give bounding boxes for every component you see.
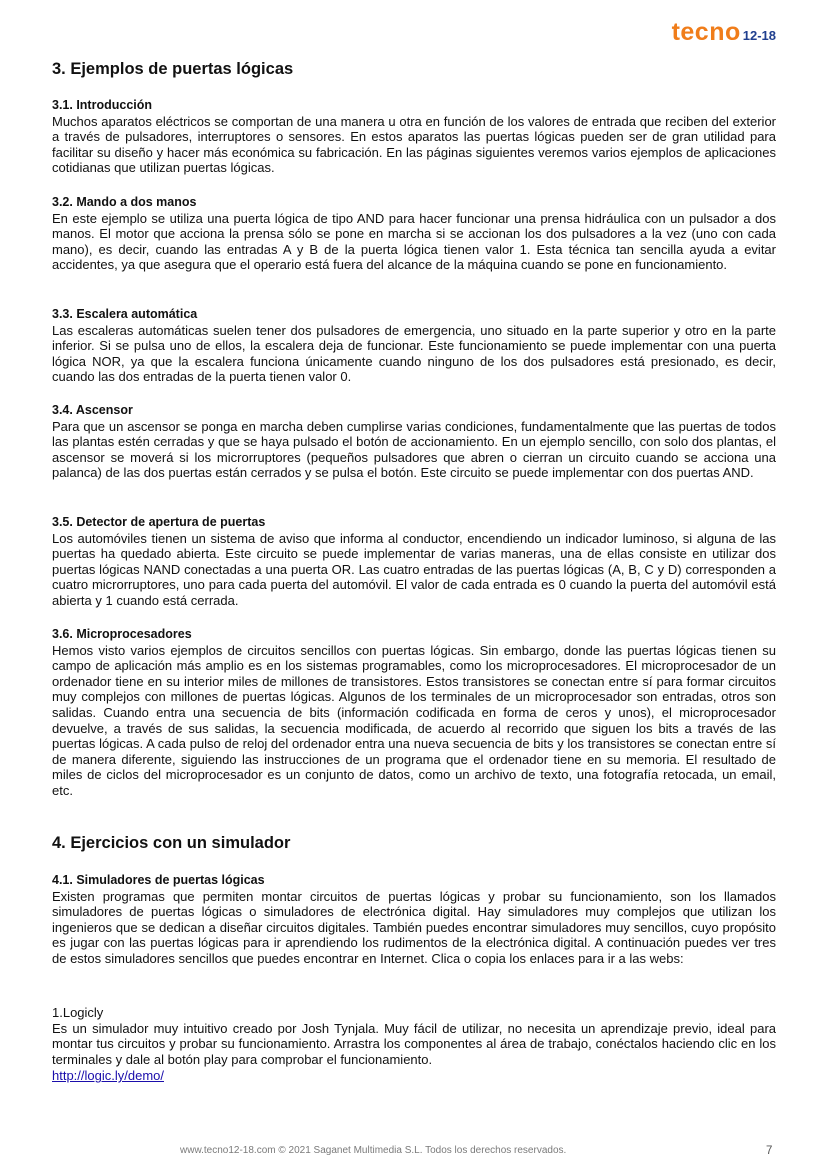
subsection-heading: 3.4. Ascensor	[52, 403, 133, 417]
logicly-link[interactable]: http://logic.ly/demo/	[52, 1068, 164, 1084]
simulator-title: 1.Logicly	[52, 1005, 104, 1020]
logo-main-text: tecno	[671, 18, 741, 46]
subsection-paragraph: Hemos visto varios ejemplos de circuitos sencillos con puertas lógicas. Sin embargo, donde las puertas lógicas tienen su campo de aplicación más amplio es en los sistemas programables, como los microprocesadores. El microprocesador de un ordenador tiene en su interior miles de millones de transistores. Estos transistores se conectan entre sí para formar circuitos muy complejos con millones de puertas lógicas. Algunos de los terminales de un microprocesador son entradas, otros son salidas. Cuando entra una secuencia de bits (información codificada en forma de ceros y unos), el microprocesador devuelve, a través de sus salidas, la secuencia modificada, de acuerdo al recorrido que siguen los bits a través de las puertas lógicas. A cada pulso de reloj del ordenador entra una nueva secuencia de bits y los transistores se conectan entre sí de manera diferente, siguiendo las instrucciones de un programa que el ordenador tiene en su memoria. El resultado de miles de ciclos del microprocesador es un conjunto de datos, como un archivo de texto, una fotografía retocada, un email, etc.	[52, 642, 776, 798]
subsection-introduccion	[52, 98, 776, 176]
subsection-simuladores	[52, 873, 776, 967]
subsection-heading: 3.6. Microprocesadores	[52, 627, 192, 641]
logo-sub-text: 12-18	[742, 28, 776, 43]
page-number: 7	[766, 1145, 773, 1157]
subsection-heading: 3.1. Introducción	[52, 98, 153, 112]
subsection-heading: 3.2. Mando a dos manos	[52, 195, 197, 209]
subsection-ascensor	[52, 403, 776, 481]
subsection-paragraph: Los automóviles tienen un sistema de aviso que informa al conductor, encendiendo un indicador luminoso, si alguna de las puertas ha quedado abierta. Este circuito se puede implementar de varias maneras, una de ellas consiste en utilizar dos puertas lógicas NAND conectadas a una puerta OR. Las cuatro entradas de las puertas lógicas (A, B, C y D) corresponden a cuatro microrruptores, uno para cada puerta del automóvil. El valor de cada entrada es 0 cuando la puerta del automóvil está abierta y 1 cuando está cerrada.	[52, 530, 776, 608]
subsection-detector-puertas	[52, 515, 776, 609]
simulator-description: Es un simulador muy intuitivo creado por Josh Tynjala. Muy fácil de utilizar, no necesita un aprendizaje previo, ideal para montar tus circuitos y probar su funcionamiento. Arrastra los componentes al área de trabajo, conéctalos haciendo clic en los terminales y dale al botón play para comprobar el funcionamiento.	[52, 1020, 776, 1067]
brand-logo	[672, 18, 776, 47]
footer-copyright: www.tecno12-18.com © 2021 Saganet Multimedia S.L. Todos los derechos reservados.	[180, 1145, 567, 1156]
subsection-microprocesadores	[52, 627, 776, 799]
subsection-paragraph: Muchos aparatos eléctricos se comportan de una manera u otra en función de los valores de entrada que reciben del exterior a través de pulsadores, interruptores o sensores. En estos aparatos las puertas lógicas pueden ser de gran utilidad para facilitar su diseño y hacer más económica su fabricación. En las páginas siguientes veremos varios ejemplos de aplicaciones cotidianas que utilizan puertas lógicas.	[52, 113, 776, 176]
subsection-paragraph: Las escaleras automáticas suelen tener dos pulsadores de emergencia, uno situado en la parte superior y otro en la parte inferior. Si se pulsa uno de ellos, la escalera deja de funcionar. Este funcionamiento se puede implementar con una puerta lógica NOR, ya que la escalera funciona únicamente cuando ninguno de los dos pulsadores está presionado, es decir, cuando las dos entradas de la puerta tienen valor 0.	[52, 322, 776, 385]
subsection-heading: 4.1. Simuladores de puertas lógicas	[52, 873, 265, 887]
section-3-title: 3. Ejemplos de puertas lógicas	[52, 60, 294, 78]
subsection-heading: 3.5. Detector de apertura de puertas	[52, 515, 266, 529]
section-4-title: 4. Ejercicios con un simulador	[52, 834, 291, 852]
subsection-heading: 3.3. Escalera automática	[52, 307, 198, 321]
subsection-paragraph: En este ejemplo se utiliza una puerta lógica de tipo AND para hacer funcionar una prensa hidráulica con un pulsador a dos manos. El motor que acciona la prensa sólo se pone en marcha si se accionan los dos pulsadores a la vez (uno con cada mano), es decir, cuando las entradas A y B de la puerta lógica tienen valor 1. Esta técnica tan sencilla ayuda a evitar accidentes, ya que asegura que el operario está fuera del alcance de la máquina cuando se pone en funcionamiento.	[52, 210, 776, 273]
simulator-item-logicly	[52, 1005, 776, 1085]
subsection-mando-dos-manos	[52, 195, 776, 273]
subsection-escalera	[52, 307, 776, 385]
subsection-paragraph: Existen programas que permiten montar circuitos de puertas lógicas y probar su funcionamiento, son los llamados simuladores de puertas lógicas o simuladores de electrónica digital. Hay simuladores muy complejos que utilizan los ingenieros que se dedican a diseñar circuitos digitales. También puedes encontrar simuladores muy sencillos, cuyo propósito es jugar con las puertas lógicas para ir aprendiendo los rudimentos de la electrónica digital. A continuación puedes ver tres de estos simuladores sencillos que puedes encontrar en Internet. Clica o copia los enlaces para ir a las webs:	[52, 888, 776, 966]
subsection-paragraph: Para que un ascensor se ponga en marcha deben cumplirse varias condiciones, fundamentalmente que las puertas de todos las plantas estén cerradas y que se haya pulsado el botón de accionamiento. En un ejemplo sencillo, con solo dos plantas, el ascensor se moverá si los microrruptores (pequeños pulsadores que abren o cierran un circuito cuando se acciona una palanca) de las dos puertas están cerrados y se pulsa el botón. Este circuito se puede implementar con dos puertas AND.	[52, 418, 776, 481]
